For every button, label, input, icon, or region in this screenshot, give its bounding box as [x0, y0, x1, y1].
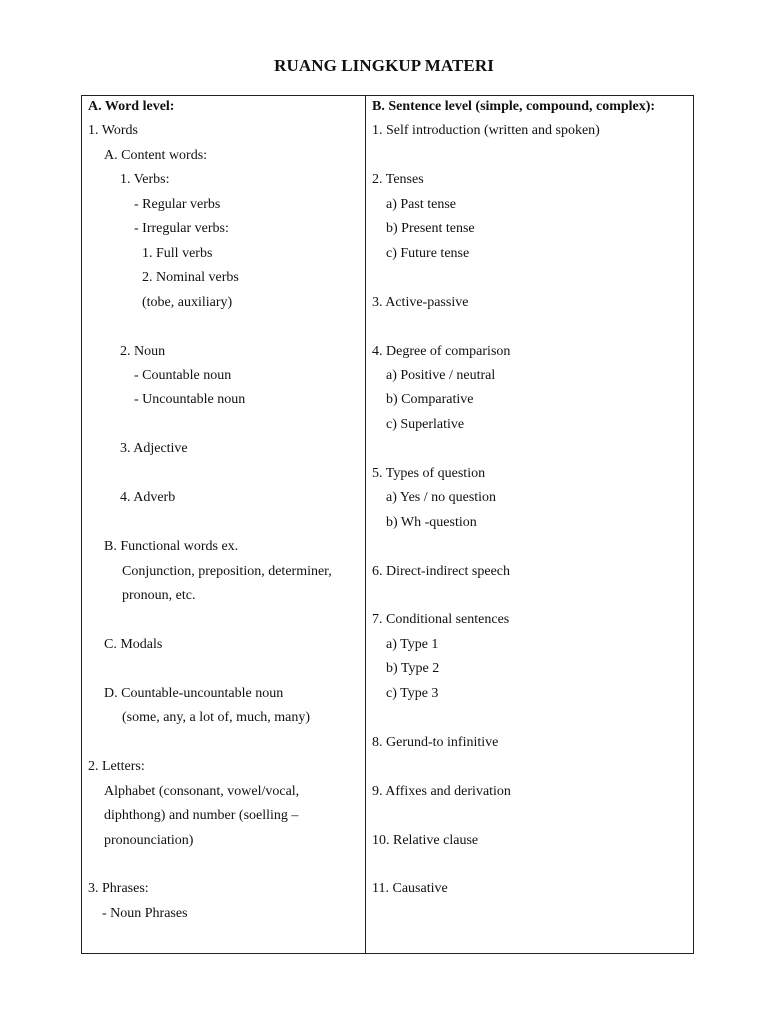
sentence-level-line-4: a) Past tense — [386, 196, 456, 212]
sentence-level-line-2: 1. Self introduction (written and spoken) — [372, 123, 600, 139]
word-level-line-24: pronounciation) — [104, 832, 194, 848]
sentence-level-line-20: 8. Gerund-to infinitive — [372, 734, 499, 750]
sentence-level-line-8: 4. Degree of comparison — [372, 343, 511, 359]
sentence-level-line-14: b) Wh -question — [386, 514, 477, 530]
sentence-level-line-17: a) Type 1 — [386, 636, 439, 652]
word-level-line-19: D. Countable-uncountable noun — [104, 685, 284, 701]
word-level-line-18: C. Modals — [104, 636, 163, 652]
sentence-level-line-18: b) Type 2 — [386, 661, 440, 677]
sentence-level-line-16: 7. Conditional sentences — [372, 612, 510, 628]
sentence-level-line-19: c) Type 3 — [386, 685, 439, 701]
word-level-line-23: diphthong) and number (soelling – — [104, 808, 299, 824]
word-level-line-16: Conjunction, preposition, determiner, — [122, 563, 332, 579]
word-level-line-7: 1. Full verbs — [142, 245, 213, 261]
sentence-level-line-21: 9. Affixes and derivation — [372, 783, 511, 799]
word-level-line-15: B. Functional words ex. — [104, 539, 239, 555]
sentence-level-line-23: 11. Causative — [372, 881, 448, 897]
word-level-line-1: A. Word level: — [88, 99, 175, 114]
sentence-level-line-3: 2. Tenses — [372, 172, 424, 188]
word-level-line-3: A. Content words: — [104, 147, 208, 163]
word-level-line-22: Alphabet (consonant, vowel/vocal, — [104, 783, 300, 799]
word-level-line-17: pronoun, etc. — [122, 588, 196, 603]
word-level-line-5: - Regular verbs — [134, 196, 221, 212]
word-level-line-9: (tobe, auxiliary) — [142, 294, 233, 310]
sentence-level-line-9: a) Positive / neutral — [386, 367, 496, 383]
sentence-level-line-12: 5. Types of question — [372, 465, 486, 481]
word-level-line-14: 4. Adverb — [120, 490, 176, 506]
sentence-level-line-11: c) Superlative — [386, 416, 465, 432]
word-level-line-4: 1. Verbs: — [120, 172, 170, 188]
sentence-level-line-5: b) Present tense — [386, 221, 475, 237]
word-level-line-2: 1. Words — [88, 123, 138, 139]
sentence-level-line-22: 10. Relative clause — [372, 832, 479, 848]
sentence-level-line-13: a) Yes / no question — [386, 490, 497, 506]
word-level-line-20: (some, any, a lot of, much, many) — [122, 710, 311, 726]
sentence-level-line-6: c) Future tense — [386, 245, 470, 261]
word-level-line-8: 2. Nominal verbs — [142, 270, 239, 286]
sentence-level-line-10: b) Comparative — [386, 392, 474, 408]
word-level-line-10: 2. Noun — [120, 343, 166, 359]
column-divider — [365, 96, 366, 953]
sentence-level-line-1: B. Sentence level (simple, compound, complex): — [372, 99, 656, 114]
content-table — [81, 95, 694, 954]
word-level-line-6: - Irregular verbs: — [134, 221, 229, 237]
word-level-line-25: 3. Phrases: — [88, 881, 149, 897]
word-level-line-26: - Noun Phrases — [102, 905, 188, 921]
sentence-level-line-7: 3. Active-passive — [372, 294, 469, 310]
word-level-line-11: - Countable noun — [134, 367, 232, 383]
page-title: RUANG LINGKUP MATERI — [274, 56, 494, 75]
word-level-line-13: 3. Adjective — [120, 441, 188, 457]
word-level-line-12: - Uncountable noun — [134, 392, 246, 408]
sentence-level-line-15: 6. Direct-indirect speech — [372, 563, 510, 579]
word-level-line-21: 2. Letters: — [88, 759, 145, 775]
